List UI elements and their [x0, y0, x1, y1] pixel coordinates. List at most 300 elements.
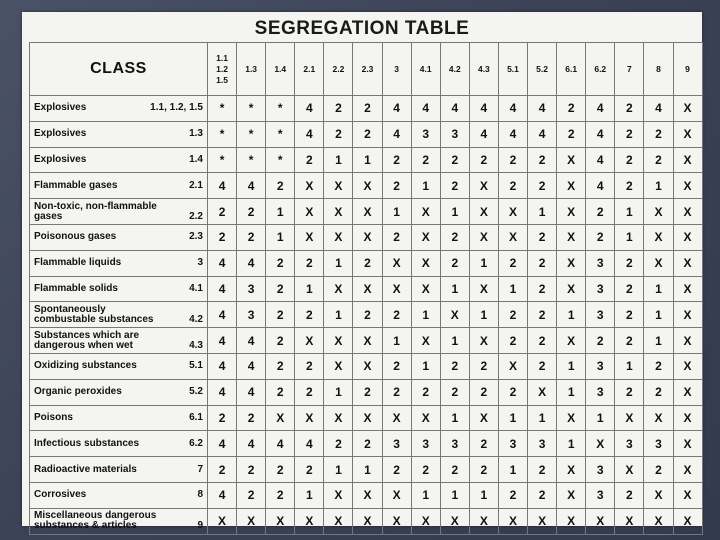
- column-header: 4.2: [440, 43, 469, 96]
- segregation-cell: X: [324, 199, 353, 225]
- segregation-cell: 1: [440, 199, 469, 225]
- segregation-cell: 3: [237, 276, 266, 302]
- segregation-cell: *: [237, 96, 266, 122]
- segregation-cell: X: [469, 328, 498, 354]
- segregation-cell: 2: [353, 96, 382, 122]
- segregation-cell: X: [469, 276, 498, 302]
- class-name: Flammable solids: [34, 282, 118, 294]
- segregation-cell: X: [295, 199, 324, 225]
- segregation-cell: 4: [266, 431, 295, 457]
- segregation-cell: 2: [295, 302, 324, 328]
- segregation-cell: X: [644, 199, 673, 225]
- segregation-cell: 2: [498, 328, 527, 354]
- class-label-cell: [30, 353, 208, 379]
- segregation-cell: 1: [644, 173, 673, 199]
- segregation-cell: 2: [440, 353, 469, 379]
- segregation-cell: 4: [208, 173, 237, 199]
- segregation-cell: 4: [586, 173, 615, 199]
- segregation-cell: 1: [469, 250, 498, 276]
- column-header: 1.4: [266, 43, 295, 96]
- segregation-cell: 1: [644, 302, 673, 328]
- segregation-cell: 1: [615, 224, 644, 250]
- segregation-cell: 2: [208, 199, 237, 225]
- table-row: [30, 328, 703, 354]
- segregation-cell: X: [411, 328, 440, 354]
- segregation-cell: 2: [440, 147, 469, 173]
- segregation-cell: 1: [615, 199, 644, 225]
- segregation-cell: 2: [266, 302, 295, 328]
- segregation-cell: *: [208, 96, 237, 122]
- segregation-cell: X: [440, 508, 469, 534]
- class-label-cell: [30, 96, 208, 122]
- segregation-cell: 2: [208, 457, 237, 483]
- segregation-cell: X: [557, 250, 586, 276]
- segregation-cell: 3: [237, 302, 266, 328]
- class-name: Infectious substances: [34, 437, 140, 449]
- segregation-cell: 4: [208, 431, 237, 457]
- segregation-cell: X: [673, 302, 702, 328]
- segregation-cell: 2: [586, 224, 615, 250]
- segregation-cell: X: [353, 353, 382, 379]
- segregation-cell: X: [411, 276, 440, 302]
- segregation-cell: *: [237, 147, 266, 173]
- column-header: 6.1: [557, 43, 586, 96]
- class-division: 2.2: [189, 210, 203, 222]
- segregation-cell: 2: [498, 302, 527, 328]
- segregation-cell: X: [295, 405, 324, 431]
- class-label-cell: [30, 147, 208, 173]
- class-name-line2: combustable substances: [34, 313, 154, 325]
- segregation-cell: 2: [528, 250, 557, 276]
- segregation-cell: X: [324, 173, 353, 199]
- segregation-cell: X: [557, 328, 586, 354]
- segregation-cell: 1: [295, 482, 324, 508]
- segregation-cell: 2: [498, 250, 527, 276]
- segregation-cell: 4: [586, 121, 615, 147]
- segregation-cell: X: [469, 173, 498, 199]
- segregation-cell: 1: [324, 457, 353, 483]
- segregation-cell: X: [498, 224, 527, 250]
- segregation-cell: 2: [528, 276, 557, 302]
- segregation-cell: 4: [237, 328, 266, 354]
- class-division: 7: [197, 463, 203, 475]
- class-name: Explosives: [34, 102, 87, 114]
- segregation-cell: 3: [440, 431, 469, 457]
- segregation-cell: 4: [208, 276, 237, 302]
- segregation-cell: 2: [440, 457, 469, 483]
- segregation-cell: 1: [411, 482, 440, 508]
- class-name-line1: Non-toxic, non-flammable: [34, 200, 157, 212]
- segregation-cell: 2: [644, 457, 673, 483]
- segregation-cell: 2: [440, 173, 469, 199]
- segregation-cell: X: [324, 353, 353, 379]
- segregation-cell: 1: [469, 482, 498, 508]
- segregation-cell: X: [353, 224, 382, 250]
- segregation-cell: 1: [324, 302, 353, 328]
- segregation-cell: 2: [615, 121, 644, 147]
- segregation-cell: 3: [498, 431, 527, 457]
- segregation-cell: X: [382, 508, 411, 534]
- class-division: 8: [197, 489, 203, 501]
- segregation-cell: X: [644, 482, 673, 508]
- segregation-cell: 1: [498, 457, 527, 483]
- segregation-cell: X: [644, 224, 673, 250]
- segregation-cell: 1: [557, 431, 586, 457]
- segregation-cell: 3: [586, 250, 615, 276]
- segregation-cell: 2: [469, 457, 498, 483]
- class-name: Corrosives: [34, 489, 87, 501]
- class-name-line2: gases: [34, 210, 63, 222]
- segregation-cell: 2: [266, 328, 295, 354]
- segregation-cell: X: [208, 508, 237, 534]
- segregation-cell: 2: [469, 353, 498, 379]
- class-label-cell: [30, 405, 208, 431]
- table-row: [30, 276, 703, 302]
- segregation-cell: X: [644, 405, 673, 431]
- segregation-cell: 2: [615, 379, 644, 405]
- class-label-cell: [30, 379, 208, 405]
- segregation-cell: 4: [469, 121, 498, 147]
- segregation-cell: 3: [586, 379, 615, 405]
- segregation-cell: 4: [586, 96, 615, 122]
- segregation-cell: 3: [644, 431, 673, 457]
- column-header: 2.3: [353, 43, 382, 96]
- segregation-cell: 4: [208, 353, 237, 379]
- segregation-cell: 2: [382, 379, 411, 405]
- table-row: [30, 379, 703, 405]
- segregation-cell: 3: [615, 431, 644, 457]
- table-row: [30, 431, 703, 457]
- segregation-cell: 2: [615, 96, 644, 122]
- segregation-cell: 2: [411, 147, 440, 173]
- segregation-cell: 1: [498, 276, 527, 302]
- column-header: 4.3: [469, 43, 498, 96]
- segregation-cell: 4: [382, 96, 411, 122]
- segregation-cell: 1: [440, 276, 469, 302]
- class-name-line1: Miscellaneous dangerous: [34, 510, 157, 522]
- segregation-cell: 1: [266, 199, 295, 225]
- segregation-cell: X: [382, 250, 411, 276]
- segregation-cell: 3: [411, 121, 440, 147]
- table-row: [30, 224, 703, 250]
- table-title: SEGREGATION TABLE: [254, 18, 470, 39]
- segregation-cell: X: [498, 199, 527, 225]
- segregation-cell: X: [295, 328, 324, 354]
- column-header: 8: [644, 43, 673, 96]
- segregation-cell: X: [469, 224, 498, 250]
- segregation-cell: 2: [266, 353, 295, 379]
- segregation-cell: 4: [237, 353, 266, 379]
- table-row: [30, 199, 703, 225]
- class-division: 5.1: [189, 360, 203, 372]
- class-division: 6.1: [189, 411, 203, 423]
- segregation-cell: 2: [615, 302, 644, 328]
- segregation-cell: 2: [295, 147, 324, 173]
- segregation-cell: 2: [528, 457, 557, 483]
- segregation-cell: X: [673, 328, 702, 354]
- segregation-cell: X: [528, 379, 557, 405]
- segregation-cell: 2: [382, 302, 411, 328]
- segregation-cell: 2: [382, 457, 411, 483]
- segregation-cell: 4: [208, 482, 237, 508]
- segregation-cell: 4: [237, 173, 266, 199]
- segregation-cell: X: [324, 508, 353, 534]
- segregation-cell: 2: [615, 250, 644, 276]
- segregation-cell: X: [295, 173, 324, 199]
- class-division: 5.2: [189, 386, 203, 398]
- segregation-cell: X: [353, 482, 382, 508]
- class-label-cell: [30, 199, 208, 225]
- segregation-cell: 4: [528, 96, 557, 122]
- segregation-cell: 2: [295, 379, 324, 405]
- segregation-cell: X: [673, 457, 702, 483]
- segregation-cell: X: [411, 250, 440, 276]
- class-name: Poisonous gases: [34, 231, 117, 243]
- segregation-cell: X: [498, 508, 527, 534]
- segregation-cell: X: [673, 173, 702, 199]
- segregation-cell: *: [266, 147, 295, 173]
- segregation-cell: X: [266, 508, 295, 534]
- segregation-cell: 4: [586, 147, 615, 173]
- segregation-cell: 4: [411, 96, 440, 122]
- segregation-cell: X: [353, 328, 382, 354]
- segregation-cell: 4: [208, 328, 237, 354]
- segregation-cell: X: [673, 353, 702, 379]
- segregation-cell: 1: [353, 147, 382, 173]
- segregation-cell: *: [208, 147, 237, 173]
- class-label-cell: [30, 482, 208, 508]
- segregation-cell: 2: [644, 379, 673, 405]
- segregation-cell: 2: [295, 457, 324, 483]
- segregation-cell: 4: [208, 379, 237, 405]
- segregation-cell: X: [615, 457, 644, 483]
- table-row: [30, 302, 703, 328]
- segregation-cell: X: [673, 431, 702, 457]
- segregation-cell: 2: [266, 173, 295, 199]
- segregation-cell: 1: [440, 405, 469, 431]
- class-name-line1: Spontaneously: [34, 303, 106, 315]
- segregation-cell: 2: [615, 276, 644, 302]
- class-name: Flammable liquids: [34, 257, 122, 269]
- class-division: 2.3: [189, 231, 203, 243]
- segregation-cell: 1: [557, 353, 586, 379]
- segregation-cell: 2: [498, 482, 527, 508]
- segregation-cell: 4: [237, 379, 266, 405]
- segregation-cell: 3: [586, 353, 615, 379]
- column-header: 5.1: [498, 43, 527, 96]
- segregation-cell: 2: [615, 328, 644, 354]
- segregation-cell: 1: [644, 276, 673, 302]
- class-division: 1.1, 1.2, 1.5: [150, 102, 203, 114]
- segregation-cell: 2: [440, 224, 469, 250]
- segregation-cell: X: [557, 457, 586, 483]
- segregation-cell: X: [644, 508, 673, 534]
- segregation-cell: *: [208, 121, 237, 147]
- table-row: [30, 96, 703, 122]
- segregation-cell: 4: [208, 250, 237, 276]
- segregation-cell: *: [266, 121, 295, 147]
- segregation-table: [29, 42, 703, 535]
- segregation-cell: 2: [353, 379, 382, 405]
- class-column-header: CLASS: [30, 43, 208, 96]
- class-label-cell: [30, 431, 208, 457]
- class-division: 4.2: [189, 313, 203, 325]
- class-label-cell: [30, 302, 208, 328]
- segregation-cell: X: [586, 431, 615, 457]
- segregation-cell: 1: [528, 199, 557, 225]
- class-division: 4.1: [189, 282, 203, 294]
- segregation-cell: 2: [208, 224, 237, 250]
- segregation-cell: 4: [295, 96, 324, 122]
- segregation-cell: 2: [440, 379, 469, 405]
- segregation-cell: 3: [440, 121, 469, 147]
- class-name: Explosives: [34, 153, 87, 165]
- segregation-cell: X: [382, 276, 411, 302]
- segregation-cell: X: [353, 173, 382, 199]
- segregation-cell: X: [382, 482, 411, 508]
- column-header: 7: [615, 43, 644, 96]
- class-name: Explosives: [34, 128, 87, 140]
- segregation-cell: 2: [644, 121, 673, 147]
- segregation-cell: 4: [237, 250, 266, 276]
- segregation-cell: X: [673, 482, 702, 508]
- segregation-cell: 2: [382, 224, 411, 250]
- segregation-cell: 2: [586, 199, 615, 225]
- segregation-cell: 2: [528, 147, 557, 173]
- segregation-cell: 2: [557, 96, 586, 122]
- segregation-cell: X: [673, 379, 702, 405]
- segregation-cell: 2: [266, 457, 295, 483]
- segregation-cell: 4: [469, 96, 498, 122]
- column-header: 1.1 1.2 1.5: [208, 43, 237, 96]
- column-header: 1.3: [237, 43, 266, 96]
- class-name: Radioactive materials: [34, 463, 137, 475]
- segregation-cell: 2: [615, 173, 644, 199]
- segregation-cell: X: [673, 224, 702, 250]
- segregation-cell: 2: [469, 147, 498, 173]
- segregation-cell: 2: [644, 147, 673, 173]
- class-division: 1.3: [189, 128, 203, 140]
- segregation-cell: X: [469, 199, 498, 225]
- segregation-cell: 2: [382, 147, 411, 173]
- class-label-cell: [30, 276, 208, 302]
- table-row: [30, 508, 703, 534]
- class-division: 2.1: [189, 179, 203, 191]
- segregation-cell: 2: [528, 328, 557, 354]
- segregation-cell: X: [673, 508, 702, 534]
- segregation-cell: 2: [528, 353, 557, 379]
- segregation-cell: 2: [411, 457, 440, 483]
- segregation-cell: 2: [498, 379, 527, 405]
- segregation-cell: X: [498, 353, 527, 379]
- segregation-cell: 1: [411, 173, 440, 199]
- segregation-cell: X: [557, 173, 586, 199]
- segregation-cell: 2: [528, 482, 557, 508]
- table-row: [30, 405, 703, 431]
- segregation-cell: X: [411, 405, 440, 431]
- segregation-cell: X: [615, 508, 644, 534]
- segregation-cell: 2: [237, 405, 266, 431]
- class-name-line2: substances & articles: [34, 520, 137, 532]
- segregation-cell: 1: [644, 328, 673, 354]
- segregation-cell: X: [557, 199, 586, 225]
- segregation-cell: 2: [266, 276, 295, 302]
- segregation-cell: *: [237, 121, 266, 147]
- segregation-cell: 2: [644, 353, 673, 379]
- class-label-cell: [30, 250, 208, 276]
- segregation-cell: 2: [237, 224, 266, 250]
- header-row: [30, 43, 703, 96]
- class-name-line1: Substances which are: [34, 329, 140, 341]
- segregation-cell: 3: [586, 302, 615, 328]
- segregation-table-sheet: [22, 12, 702, 532]
- segregation-cell: 4: [382, 121, 411, 147]
- class-label-cell: [30, 457, 208, 483]
- segregation-cell: X: [615, 405, 644, 431]
- segregation-cell: 2: [469, 379, 498, 405]
- segregation-cell: 2: [382, 173, 411, 199]
- segregation-cell: 2: [557, 121, 586, 147]
- segregation-cell: 2: [353, 121, 382, 147]
- segregation-cell: X: [237, 508, 266, 534]
- segregation-cell: X: [324, 276, 353, 302]
- segregation-cell: 2: [266, 250, 295, 276]
- segregation-cell: 1: [440, 482, 469, 508]
- segregation-cell: 3: [411, 431, 440, 457]
- segregation-cell: 1: [586, 405, 615, 431]
- segregation-cell: 1: [557, 302, 586, 328]
- segregation-cell: X: [644, 250, 673, 276]
- segregation-cell: 2: [237, 482, 266, 508]
- segregation-cell: X: [324, 224, 353, 250]
- segregation-cell: 1: [382, 328, 411, 354]
- segregation-cell: X: [557, 224, 586, 250]
- segregation-cell: 2: [615, 147, 644, 173]
- segregation-cell: 2: [615, 482, 644, 508]
- segregation-cell: 2: [208, 405, 237, 431]
- segregation-cell: X: [353, 508, 382, 534]
- segregation-cell: X: [673, 199, 702, 225]
- segregation-cell: 4: [295, 431, 324, 457]
- segregation-cell: X: [353, 199, 382, 225]
- segregation-cell: X: [528, 508, 557, 534]
- table-row: [30, 457, 703, 483]
- segregation-cell: 4: [440, 96, 469, 122]
- class-label-cell: [30, 173, 208, 199]
- segregation-cell: 2: [528, 224, 557, 250]
- column-header: 2.2: [324, 43, 353, 96]
- class-name-line2: dangerous when wet: [34, 339, 133, 351]
- segregation-cell: X: [469, 508, 498, 534]
- segregation-cell: X: [557, 147, 586, 173]
- segregation-cell: X: [673, 276, 702, 302]
- segregation-cell: 2: [237, 199, 266, 225]
- segregation-cell: 1: [324, 147, 353, 173]
- segregation-cell: 2: [266, 482, 295, 508]
- segregation-cell: 1: [266, 224, 295, 250]
- segregation-cell: X: [557, 482, 586, 508]
- segregation-cell: X: [324, 482, 353, 508]
- segregation-cell: X: [673, 96, 702, 122]
- segregation-cell: 3: [586, 276, 615, 302]
- segregation-cell: 3: [586, 482, 615, 508]
- segregation-cell: 1: [411, 353, 440, 379]
- segregation-cell: 4: [498, 96, 527, 122]
- segregation-cell: 1: [557, 379, 586, 405]
- segregation-cell: 4: [644, 96, 673, 122]
- segregation-cell: X: [673, 405, 702, 431]
- segregation-cell: X: [295, 224, 324, 250]
